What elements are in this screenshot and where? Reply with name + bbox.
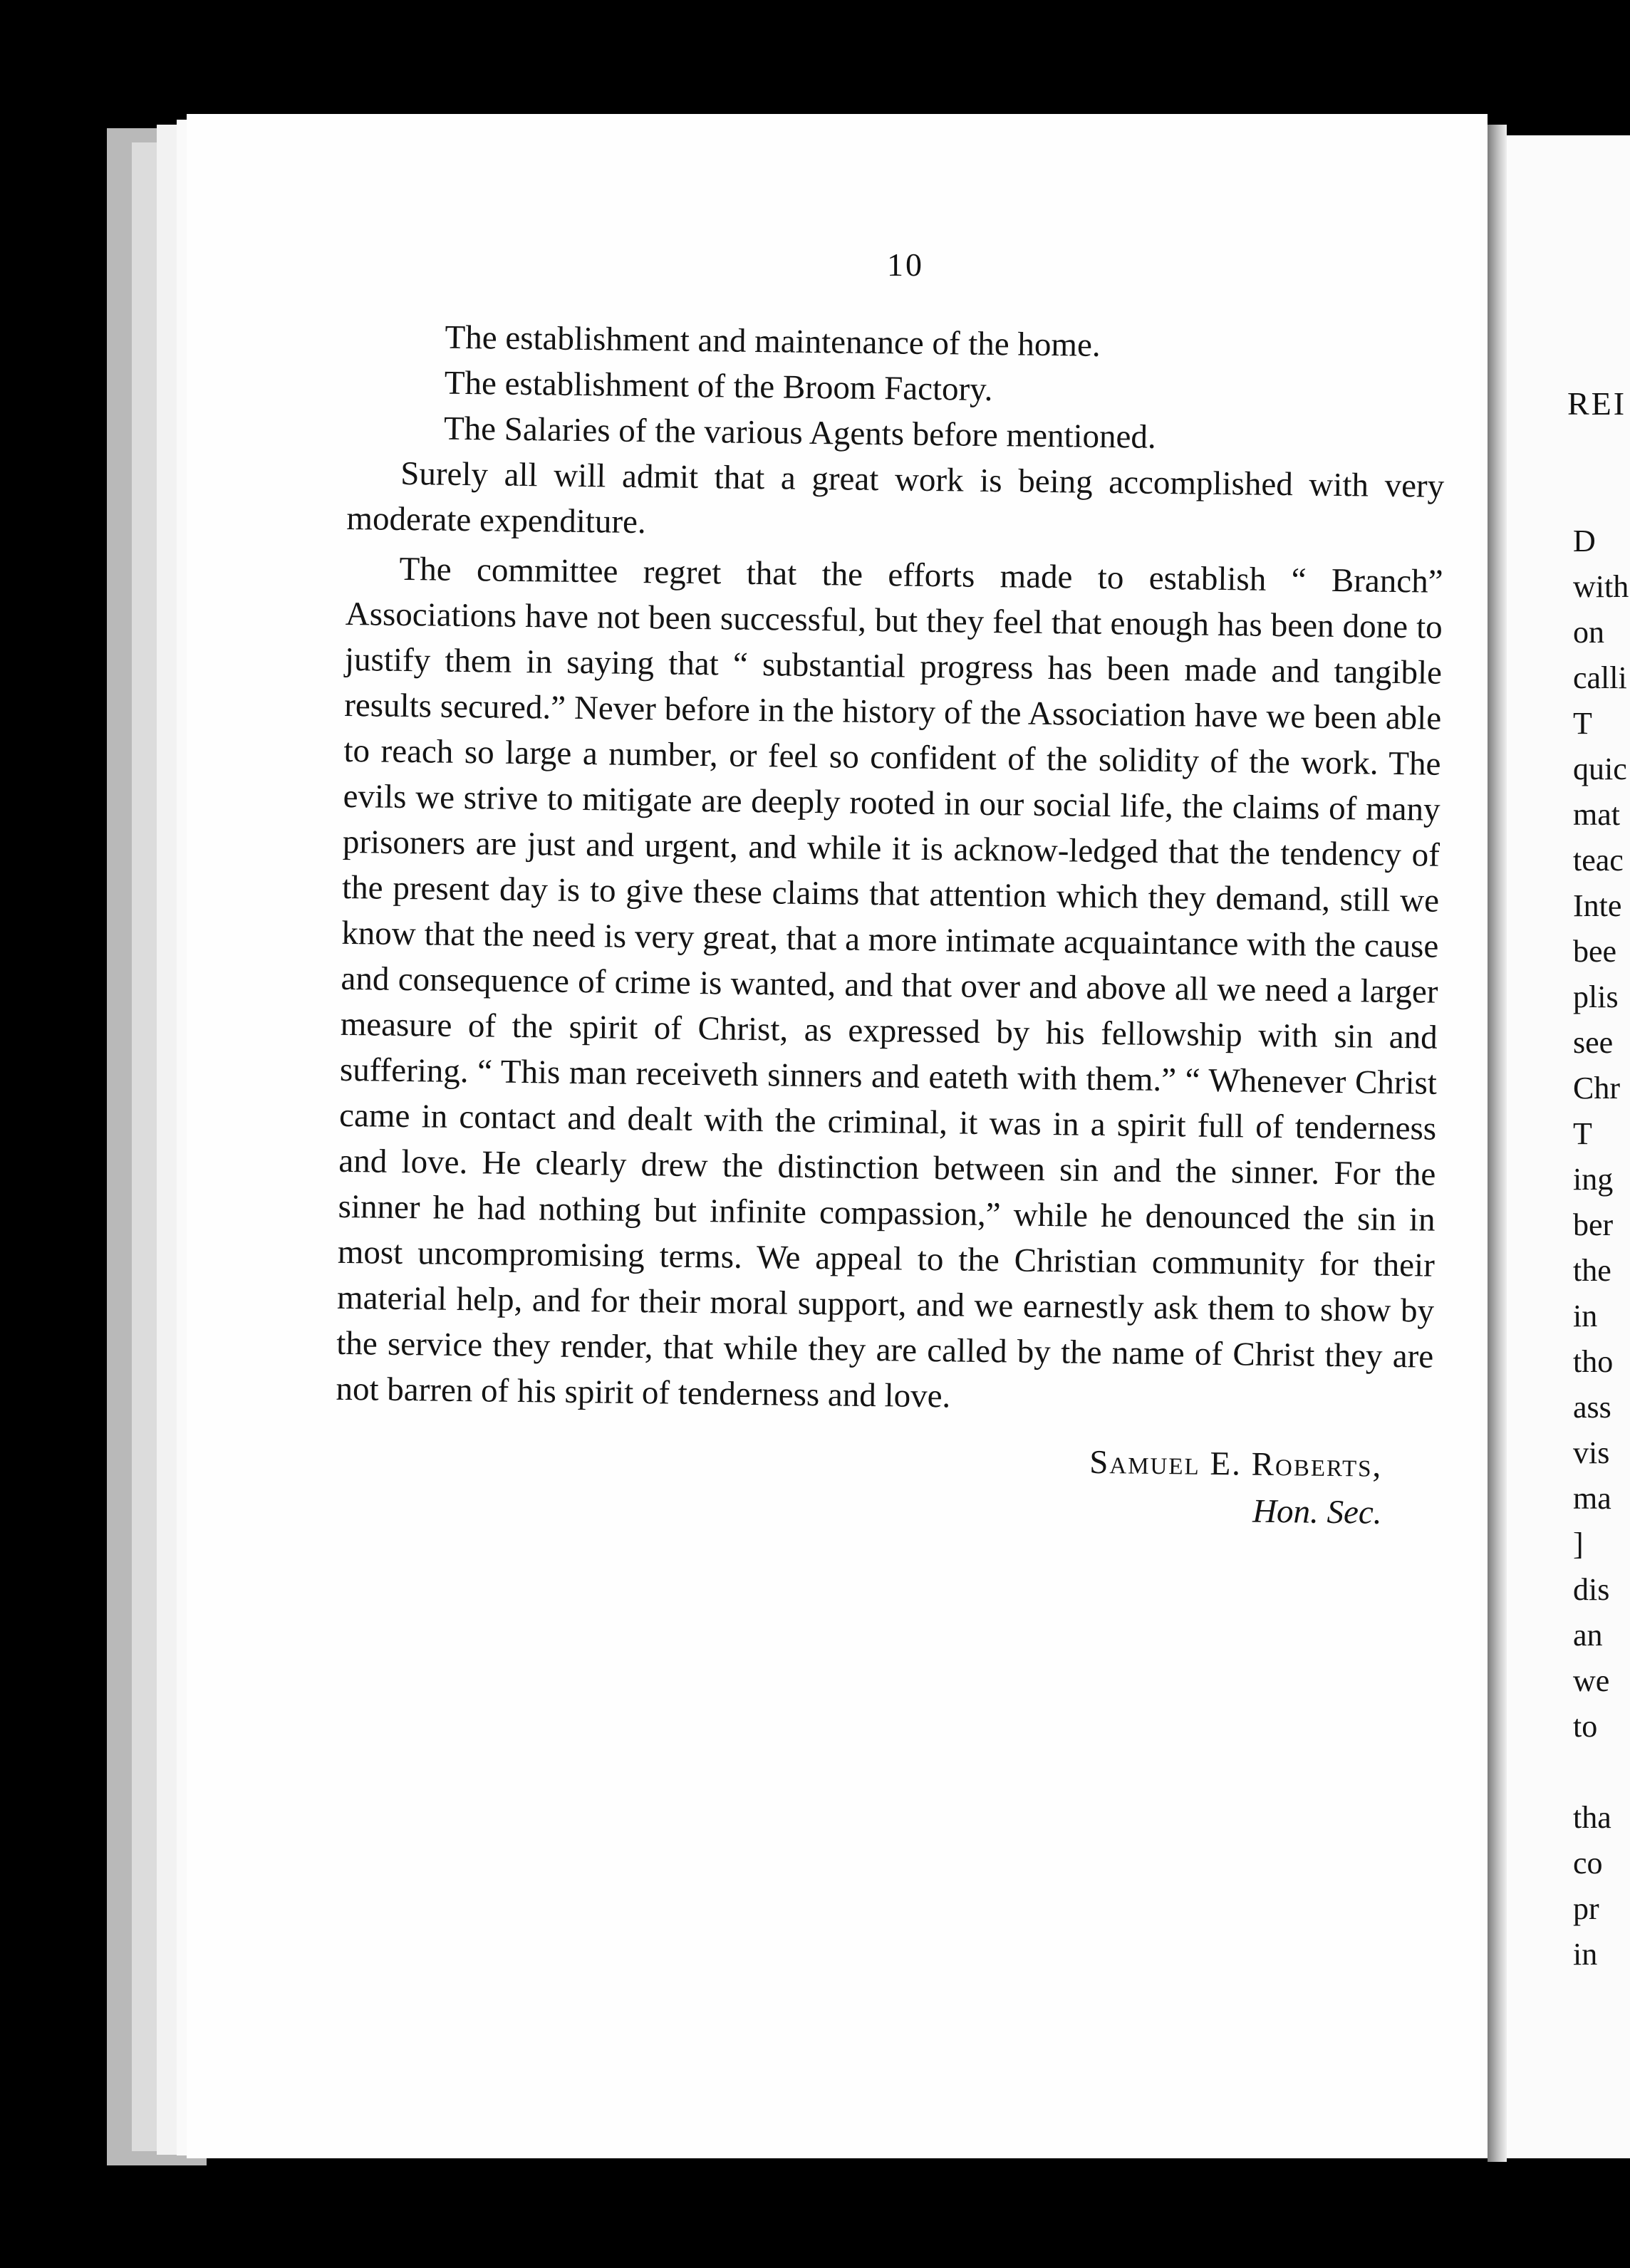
right-page-line-fragment: see [1573, 1025, 1614, 1060]
right-page-line-fragment: to [1573, 1709, 1598, 1744]
book-gutter [1488, 125, 1507, 2162]
right-page-line-fragment: ber [1573, 1207, 1614, 1242]
right-page-line-fragment: ] [1573, 1526, 1584, 1561]
right-page-line-fragment: tho [1573, 1344, 1614, 1379]
right-page-line-fragment: in [1573, 1937, 1598, 1972]
body-text [334, 313, 1446, 1536]
right-page-line-fragment: co [1573, 1846, 1603, 1881]
paragraph: Surely all will admit that a great work is being accomplished with very moderate expenditure. [346, 454, 1445, 541]
right-page-line-fragment: on [1573, 615, 1604, 650]
right-page-line-fragment: with [1573, 569, 1629, 604]
page-number: 10 [887, 246, 924, 283]
paragraph: The committee regret that the efforts made to establish “ Branch” Associations have not been successful, but they feel that enough has been done to justify them in saying that “ substantial progress has been made and tangible results secured.” Never before in the history of the Association have we been able to reach so large a number, or feel so confident of the solidity of the work. The evils we strive to mitigate are deeply rooted in our social life, the claims of many prisoners are just and urgent, and while it is acknow-ledged that the tendency of the present day is to give these claims that attention which they demand, still we know that the need is very great, that a more intimate acquaintance with the cause and consequence of crime is wanted, and that over and above all we need a larger measure of the spirit of Christ, as expressed by his fellowship with sin and suffering. “ This man receiveth sinners and eateth with them.” “ Whenever Christ came in contact and dealt with the criminal, it was in a spirit full of tenderness and love. He clearly drew the distinction between sin and the sinner. For the sinner he had nothing but infinite compassion,” while he denounced the sin in most uncompromising terms. We appeal to the Christian community for their material help, and for their moral support, and we earnestly ask them to show by the service they render, that while they are called by the name of Christ they are not barren of his spirit of tenderness and love. [336, 550, 1443, 1415]
right-page-text-fragments [1573, 519, 1629, 1977]
right-page-line-fragment: bee [1573, 934, 1617, 969]
right-page-line-fragment: mat [1573, 797, 1620, 832]
right-page-line-fragment: quic [1573, 751, 1627, 786]
right-page-line-fragment [1573, 1749, 1629, 1795]
right-page-line-fragment: an [1573, 1618, 1603, 1653]
right-page-line-fragment: teac [1573, 843, 1624, 878]
signature-title: Hon. Sec. [1252, 1492, 1382, 1531]
right-page-heading-fragment: REI [1567, 385, 1627, 422]
right-page-line-fragment: we [1573, 1663, 1610, 1698]
right-page-line-fragment: T [1573, 1116, 1592, 1151]
right-page-line-fragment: calli [1573, 660, 1627, 695]
right-page-line-fragment: dis [1573, 1572, 1610, 1607]
right-page-line-fragment: in [1573, 1299, 1598, 1333]
right-page-line-fragment: vis [1573, 1435, 1610, 1470]
list-line: The Salaries of the various Agents before mentioned. [443, 410, 1157, 456]
signature-block [334, 1430, 1432, 1536]
right-page-line-fragment: D [1573, 524, 1596, 558]
right-page-line-fragment: plis [1573, 979, 1619, 1014]
right-page-line-fragment: the [1573, 1253, 1611, 1288]
right-page-line-fragment: tha [1573, 1800, 1611, 1835]
signature-name: Samuel E. Roberts, [1089, 1443, 1383, 1484]
right-page-line-fragment: Chr [1573, 1071, 1620, 1106]
right-page-line-fragment: ma [1573, 1481, 1611, 1516]
list-line: The establishment and maintenance of the home. [445, 318, 1101, 364]
right-page-line-fragment: ass [1573, 1390, 1611, 1425]
right-page-line-fragment: pr [1573, 1891, 1599, 1926]
right-page-line-fragment: ing [1573, 1162, 1614, 1197]
right-page-line-fragment: Inte [1573, 888, 1622, 923]
right-page-line-fragment: T [1573, 706, 1592, 741]
list-line: The establishment of the Broom Factory. [444, 364, 993, 409]
